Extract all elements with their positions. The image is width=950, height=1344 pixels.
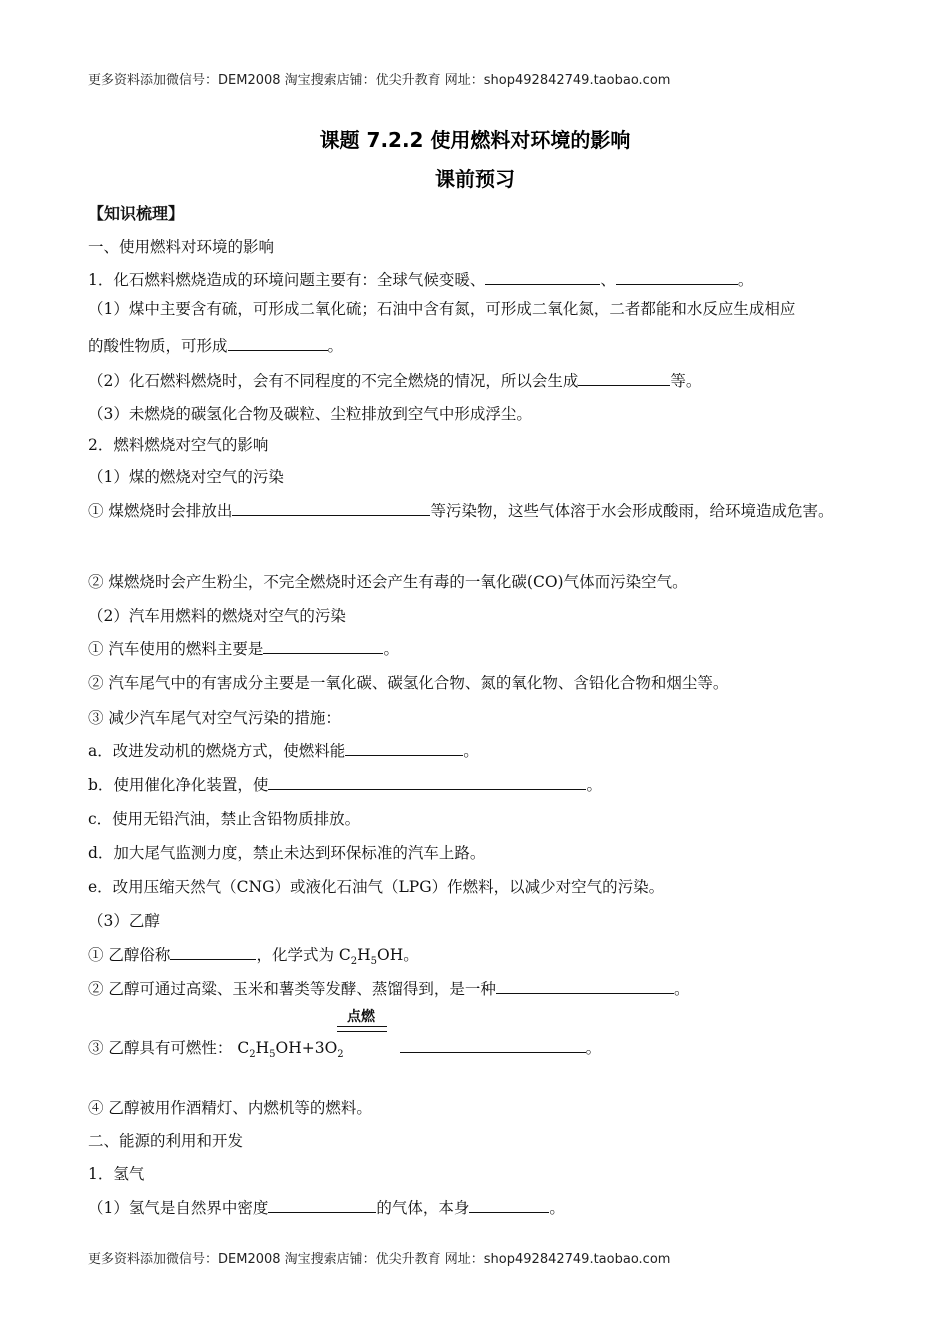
heading-2: 1．氢气	[88, 1165, 145, 1183]
question-line: （2）化石燃料燃烧时，会有不同程度的不完全燃烧的情况，所以会生成 等。	[88, 372, 702, 390]
section-heading: 【知识梳理】	[88, 204, 185, 223]
text-line: c．使用无铅汽油，禁止含铅物质排放。	[88, 810, 361, 828]
equation-bar	[337, 1026, 387, 1027]
text-line: ④ 乙醇被用作酒精灯、内燃机等的燃料。	[88, 1099, 372, 1117]
answer-blank[interactable]	[469, 1198, 549, 1213]
heading-2: 2．燃料燃烧对空气的影响	[88, 436, 269, 454]
heading-1: 二、能源的利用和开发	[88, 1132, 244, 1150]
equation-bar	[337, 1031, 387, 1032]
answer-blank[interactable]	[232, 501, 430, 516]
answer-blank[interactable]	[268, 775, 586, 790]
answer-blank[interactable]	[268, 1198, 376, 1213]
question-line: ① 汽车使用的燃料主要是 。	[88, 640, 399, 658]
reaction-condition-label: 点燃	[347, 1009, 375, 1025]
question-line: ① 乙醇俗称 ，化学式为 $C_2H_5OH$。	[88, 946, 419, 968]
text-line: e．改用压缩天然气（CNG）或液化石油气（LPG）作燃料，以减少对空气的污染。	[88, 878, 665, 896]
answer-blank[interactable]	[616, 270, 738, 285]
subheading: （3）乙醇	[88, 912, 160, 930]
subheading: （1）煤的燃烧对空气的污染	[88, 468, 284, 486]
page-title: 课题 7.2.2 使用燃料对环境的影响	[319, 128, 631, 152]
question-line: ① 煤燃烧时会排放出 等污染物，这些气体溶于水会形成酸雨，给环境造成危害。	[88, 502, 834, 520]
answer-blank[interactable]	[496, 979, 674, 994]
page-footer: 更多资料添加微信号：DEM2008 淘宝搜索店铺：优尖升教育 网址：shop492842749.taobao.com	[88, 1252, 671, 1267]
answer-blank[interactable]	[578, 371, 670, 386]
text-line: （3）未燃烧的碳氢化合物及碳粒、尘粒排放到空气中形成浮尘。	[88, 405, 532, 423]
question-line: b．使用催化净化装置，使 。	[88, 776, 602, 794]
question-line: ② 乙醇可通过高粱、玉米和薯类等发酵、蒸馏得到，是一种 。	[88, 980, 690, 998]
text-line: ② 煤燃烧时会产生粉尘，不完全燃烧时还会产生有毒的一氧化碳(CO)气体而污染空气。	[88, 573, 688, 591]
question-line: a．改进发动机的燃烧方式，使燃料能 。	[88, 742, 479, 760]
answer-blank[interactable]	[400, 1038, 586, 1053]
text-line: ② 汽车尾气中的有害成分主要是一氧化碳、碳氢化合物、氮的氧化物、含铅化合物和烟尘等。	[88, 674, 729, 692]
answer-blank[interactable]	[263, 639, 383, 654]
text-line: d．加大尾气监测力度，禁止未达到环保标准的汽车上路。	[88, 844, 486, 862]
equation-line: ③ 乙醇具有可燃性： $C_2H_5OH+3O_2$ 。	[88, 1039, 602, 1061]
question-line: 的酸性物质，可形成 。	[88, 337, 344, 355]
subheading: （2）汽车用燃料的燃烧对空气的污染	[88, 607, 346, 625]
answer-blank[interactable]	[170, 945, 256, 960]
answer-blank[interactable]	[345, 741, 463, 756]
question-line: 1．化石燃料燃烧造成的环境问题主要有：全球气候变暖、 、 。	[88, 271, 754, 289]
heading-1: 一、使用燃料对环境的影响	[88, 238, 275, 256]
page-subtitle: 课前预习	[435, 167, 515, 191]
page-header: 更多资料添加微信号：DEM2008 淘宝搜索店铺：优尖升教育 网址：shop492842749.taobao.com	[88, 73, 671, 88]
answer-blank[interactable]	[485, 270, 600, 285]
text-line: ③ 减少汽车尾气对空气污染的措施：	[88, 709, 341, 727]
question-line: （1）氢气是自然界中密度 的气体，本身 。	[88, 1199, 565, 1217]
answer-blank[interactable]	[228, 336, 328, 351]
text-line: （1）煤中主要含有硫，可形成二氧化硫；石油中含有氮，可形成二氧化氮，二者都能和水反应生成相应	[88, 300, 796, 318]
